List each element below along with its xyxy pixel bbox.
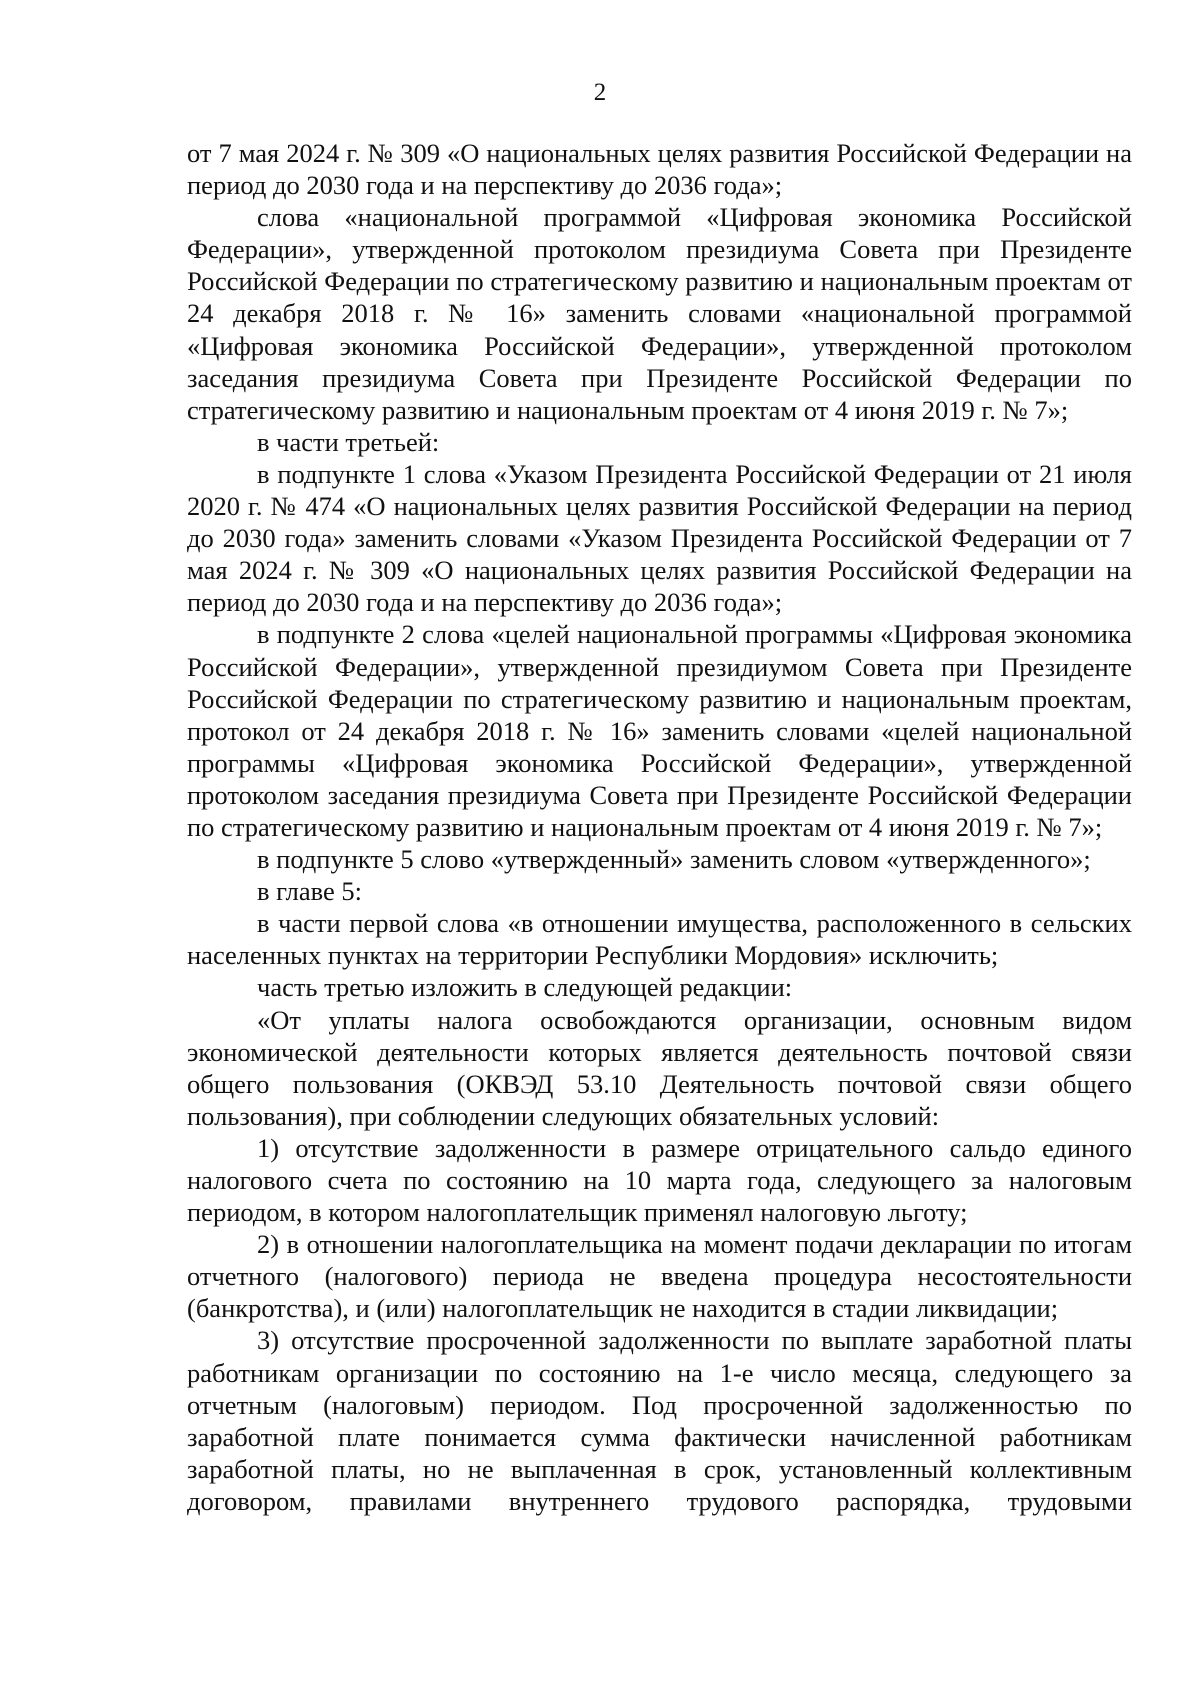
- paragraph: 1) отсутствие задолженности в размере отрицательного сальдо единого налогового счета по состоянию на 10 марта года, следующего за налоговым периодом, в котором налогоплательщик применял налоговую льготу;: [187, 1132, 1132, 1228]
- paragraph: 2) в отношении налогоплательщика на момент подачи декларации по итогам отчетного (налогового) периода не введена процедура несостоятельности (банкротства), и (или) налогоплательщик не находится в стадии ликвидации;: [187, 1229, 1132, 1324]
- page-number: 2: [593, 79, 607, 106]
- paragraph: в части третьей:: [257, 426, 440, 457]
- document-body: [187, 137, 1132, 1517]
- paragraph: слова «национальной программой «Цифровая экономика Российской Федерации», утвержденной протоколом президиума Совета при Президенте Российской Федерации по стратегическому развитию и национальным проектам от 24 декабря 2018 г. № 16» заменить словами «национальной программой «Цифровая экономика Российской Федерации», утвержденной протоколом заседания президиума Совета при Президенте Российской Федерации по стратегическому развитию и национальным проектам от 4 июня 2019 г. № 7»;: [187, 202, 1132, 425]
- paragraph: часть третью изложить в следующей редакции:: [257, 972, 793, 1003]
- paragraph: «От уплаты налога освобождаются организации, основным видом экономической деятельности которых является деятельность почтовой связи общего пользования (ОКВЭД 53.10 Деятельность почтовой связи общего пользования), при соблюдении следующих обязательных условий:: [187, 1004, 1132, 1131]
- paragraph: в главе 5:: [257, 876, 363, 907]
- paragraph-continuation: от 7 мая 2024 г. № 309 «О национальных целях развития Российской Федерации на период до 2030 года и на перспективу до 2036 года»;: [187, 138, 1132, 201]
- paragraph: в части первой слова «в отношении имущества, расположенного в сельских населенных пунктах на территории Республики Мордовия» исключить;: [187, 908, 1132, 971]
- paragraph-continues-next-page: 3) отсутствие просроченной задолженности по выплате заработной платы работникам организации по состоянию на 1-е число месяца, следующего за отчетным (налоговым) периодом. Под просроченной задолженностью по заработной плате понимается сумма фактически начисленной работникам заработной платы, но не выплаченная в срок, установленный коллективным договором, правилами внутреннего трудового распорядка, трудовыми: [187, 1325, 1132, 1516]
- paragraph: в подпункте 5 слово «утвержденный» заменить словом «утвержденного»;: [257, 844, 1091, 875]
- paragraph: в подпункте 2 слова «целей национальной программы «Цифровая экономика Российской Федерации», утвержденной президиумом Совета при Президенте Российской Федерации по стратегическому развитию и национальным проектам, протокол от 24 декабря 2018 г. № 16» заменить словами «целей национальной программы «Цифровая экономика Российской Федерации», утвержденной протоколом заседания президиума Совета при Президенте Российской Федерации по стратегическому развитию и национальным проектам от 4 июня 2019 г. № 7»;: [187, 619, 1132, 842]
- paragraph: в подпункте 1 слова «Указом Президента Российской Федерации от 21 июля 2020 г. № 474 «О национальных целях развития Российской Федерации на период до 2030 года» заменить словами «Указом Президента Российской Федерации от 7 мая 2024 г. № 309 «О национальных целях развития Российской Федерации на период до 2030 года и на перспективу до 2036 года»;: [187, 458, 1132, 618]
